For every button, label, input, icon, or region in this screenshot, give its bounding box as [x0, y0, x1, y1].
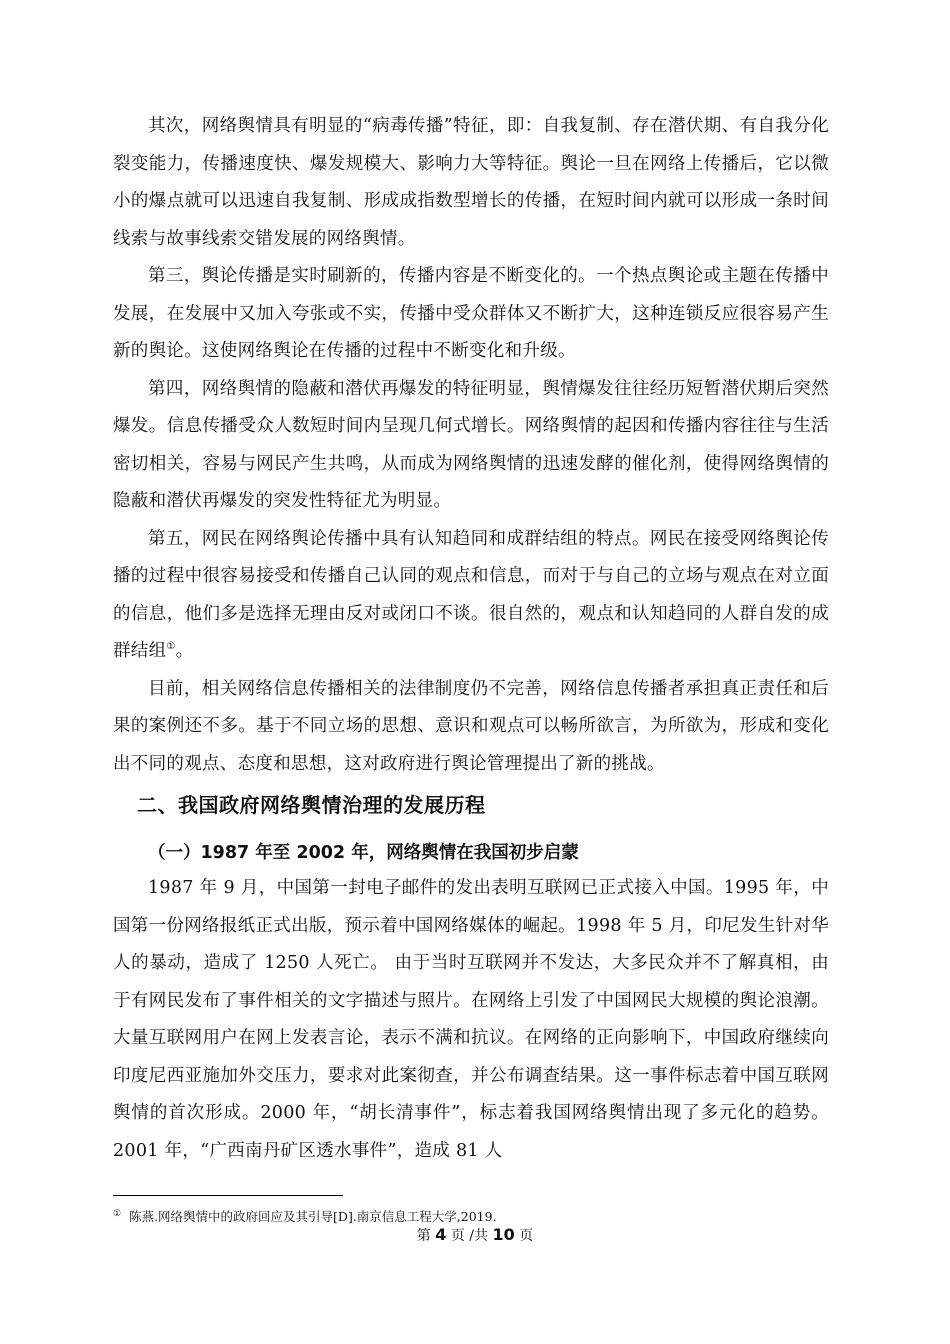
footnote-separator — [113, 1195, 343, 1196]
pager-current: 4 — [435, 1225, 447, 1244]
paragraph: 第三，舆论传播是实时刷新的，传播内容是不断变化的。一个热点舆论或主题在传播中发展，在发展中又加入夸张或不实，传播中受众群体又不断扩大，这种连锁反应很容易产生新的舆论。这使网络舆论在传播的过程中不断变化和升级。 — [113, 266, 829, 361]
paragraph — [113, 521, 829, 671]
body-text-bottom — [113, 870, 829, 1170]
footnote-reference[interactable]: ① — [166, 641, 176, 653]
subsection-heading: （一）1987 年至 2002 年，网络舆情在我国初步启蒙 — [148, 843, 579, 863]
footnote — [113, 1207, 497, 1225]
footnote-text: 陈燕.网络舆情中的政府回应及其引导[D].南京信息工程大学,2019. — [129, 1209, 497, 1224]
paragraph: 第四，网络舆情的隐蔽和潜伏再爆发的特征明显，舆情爆发往往经历短暂潜伏期后突然爆发。信息传播受众人数短时间内呈现几何式增长。网络舆情的起因和传播内容往往与生活密切相关，容易与网民产生共鸣，从而成为网络舆情的迅速发酵的催化剂，使得网络舆情的隐蔽和潜伏再爆发的突发性特征尤为明显。 — [113, 378, 829, 511]
pager-suffix: 页 — [519, 1228, 534, 1244]
footnote-mark: ① — [113, 1208, 122, 1219]
paragraph: 目前，相关网络信息传播相关的法律制度仍不完善，网络信息传播者承担真正责任和后果的案例还不多。基于不同立场的思想、意识和观点可以畅所欲言，为所欲为，形成和变化出不同的观点、态度和思想，这对政府进行舆论管理提出了新的挑战。 — [113, 678, 829, 774]
page-number — [0, 1225, 950, 1245]
section-heading: 二、我国政府网络舆情治理的发展历程 — [137, 793, 486, 817]
body-text-top — [113, 108, 829, 783]
paragraph: 其次，网络舆情具有明显的“病毒传播”特征，即：自我复制、存在潜伏期、有自我分化裂变能力，传播速度快、爆发规模大、影响力大等特征。舆论一旦在网络上传播后，它以微小的爆点就可以迅速自我复制、形成成指数型增长的传播，在短时间内就可以形成一条时间线索与故事线索交错发展的网络舆情。 — [113, 116, 829, 249]
pager-total: 10 — [492, 1225, 515, 1244]
pager-middle: 页 /共 — [450, 1228, 489, 1244]
paragraph-end: 。 — [175, 641, 194, 661]
paragraph-text: 第五，网民在网络舆论传播中具有认知趋同和成群结组的特点。网民在接受网络舆论传播的过程中很容易接受和传播自己认同的观点和信息，而对于与自己的立场与观点在对立面的信息，他们多是选择无理由反对或闭口不谈。很自然的，观点和认知趋同的人群自发的成群结组 — [113, 528, 829, 661]
paragraph: 1987 年 9 月，中国第一封电子邮件的发出表明互联网已正式接入中国。1995 年，中国第一份网络报纸正式出版，预示着中国网络媒体的崛起。1998 年 5 月，印尼发生针对华人的暴动，造成了 1250 人死亡。 由于当时互联网并不发达，大多民众并不了解真相，由于有网民发布了事件相关的文字描述与照片。在网络上引发了中国网民大规模的舆论浪潮。大量互联网用户在网上发表言论，表示不满和抗议。在网络的正向影响下，中国政府继续向印度尼西亚施加外交压力，要求对此案彻查，并公布调查结果。这一事件标志着中国互联网舆情的首次形成。2000 年，“胡长清事件”，标志着我国网络舆情出现了多元化的趋势。2001 年，“广西南丹矿区透水事件”，造成 81 人 — [113, 878, 829, 1161]
pager-prefix: 第 — [416, 1228, 431, 1244]
